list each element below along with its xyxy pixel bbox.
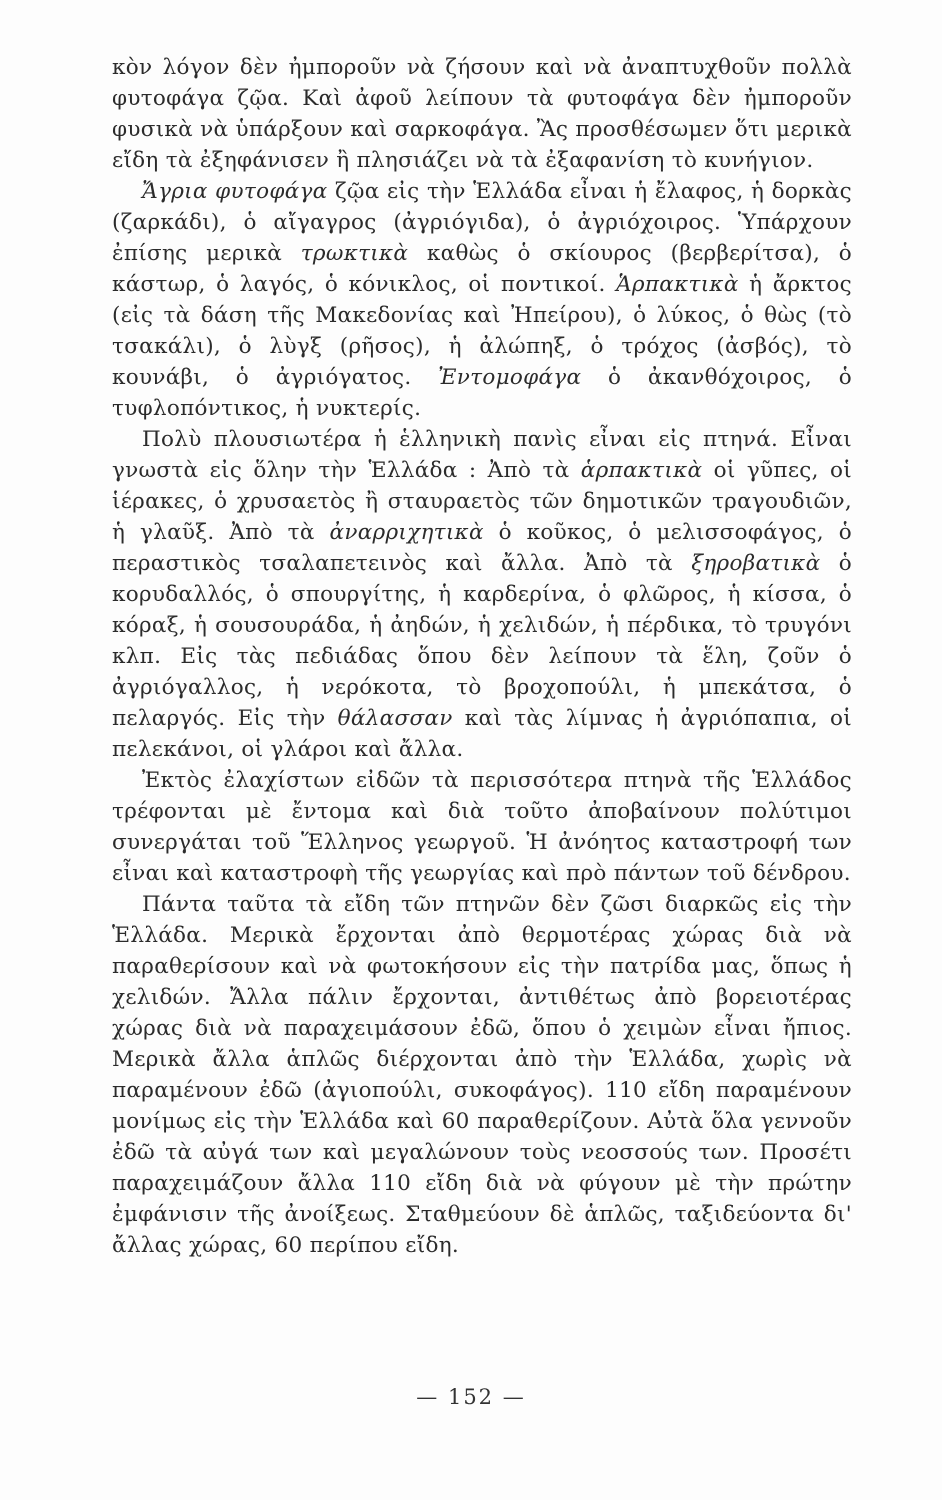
- paragraph-2-text: ἡ ἄρκτος (εἰς τὰ δάση τῆς Μακεδονίας καὶ Ἠπείρου), ὁ λύκος, ὁ θὼς (τὸ τσακάλι), ὁ λὺγξ (ρῆσος), ἡ ἀλώπηξ, ὁ τρόχος (ἀσβός), τὸ κουνάβι, ὁ ἀγριόγατος.: [112, 272, 852, 390]
- term-insectivores: Ἐντομοφάγα: [438, 365, 582, 390]
- body-text: [112, 52, 852, 1261]
- paragraph-2-text: καθὼς ὁ σκίουρος (βερβερίτσα), ὁ κάστωρ, ὁ λαγός, ὁ κόνικλος, οἱ ποντικοί.: [112, 241, 852, 297]
- paragraph-5: [112, 889, 852, 1261]
- term-birds-of-prey: ἁρπακτικὰ: [580, 458, 703, 483]
- term-sea: θάλασσαν: [337, 706, 453, 731]
- term-perching-birds: ξηροβατικὰ: [691, 551, 821, 576]
- paragraph-4: [112, 765, 852, 889]
- paragraph-5-text: Πάντα ταῦτα τὰ εἴδη τῶν πτηνῶν δὲν ζῶσι διαρκῶς εἰς τὴν Ἑλλάδα. Μερικὰ ἔρχονται ἀπὸ θερμοτέρας χώρας διὰ νὰ παραθερίσουν καὶ νὰ φωτοκήσουν εἰς τὴν πατρίδα μας, ὅπως ἡ χελιδών. Ἄλλα πάλιν ἔρχονται, ἀντιθέτως ἀπὸ βορειοτέρας χώρας διὰ νὰ παραχειμάσουν ἐδῶ, ὅπου ὁ χειμὼν εἶναι ἤπιος. Μερικὰ ἄλλα ἁπλῶς διέρχονται ἀπὸ τὴν Ἑλλάδα, χωρὶς νὰ παραμένουν ἐδῶ (ἀγιοπούλι, συκοφάγος). 110 εἴδη παραμένουν μονίμως εἰς τὴν Ἑλλάδα καὶ 60 παραθερίζουν. Αὐτὰ ὅλα γεννοῦν ἐδῶ τὰ αὐγά των καὶ μεγαλώνουν τοὺς νεοσσούς των. Προσέτι παραχειμάζουν ἄλλα 110 εἴδη διὰ νὰ φύγουν μὲ τὴν πρώτην ἐμφάνισιν τῆς ἀνοίξεως. Σταθμεύουν δὲ ἁπλῶς, ταξιδεύοντα δι' ἄλλας χώρας, 60 περίπου εἴδη.: [112, 892, 852, 1258]
- term-climbers: ἀναρριχητικὰ: [329, 520, 484, 545]
- paragraph-1: [112, 52, 852, 176]
- term-herbivores: Ἄγρια φυτοφάγα: [142, 179, 328, 204]
- paragraph-2-text: ὁ ἀκανθόχοιρος, ὁ τυφλοπόντικος, ἡ νυκτερίς.: [112, 365, 852, 421]
- paragraph-2-text: ζῷα εἰς τὴν Ἑλλάδα εἶναι ἡ ἔλαφος, ἡ δορκὰς (ζαρκάδι), ὁ αἴγαγρος (ἀγριόγιδα), ὁ ἀγριόχοιρος. Ὑπάρχουν ἐπίσης μερικὰ: [112, 179, 853, 266]
- page-number: — 152 —: [416, 1385, 526, 1409]
- paragraph-4-text: Ἐκτὸς ἐλαχίστων εἰδῶν τὰ περισσότερα πτηνὰ τῆς Ἑλλάδος τρέφονται μὲ ἔντομα καὶ διὰ τοῦτο ἀποβαίνουν πολύτιμοι συνεργάται τοῦ Ἕλληνος γεωργοῦ. Ἡ ἀνόητος καταστροφή των εἶναι καὶ καταστροφὴ τῆς γεωργίας καὶ πρὸ πάντων τοῦ δένδρου.: [112, 768, 852, 886]
- paragraph-3: [112, 424, 852, 765]
- paragraph-2: [112, 176, 852, 424]
- paragraph-3-text: ὁ κοῦκος, ὁ μελισσοφάγος, ὁ περαστικὸς τσαλαπετεινὸς καὶ ἄλλα. Ἀπὸ τὰ: [112, 520, 852, 576]
- term-predators: Ἁρπακτικὰ: [616, 272, 739, 297]
- paragraph-1-text: κὸν λόγον δὲν ἠμποροῦν νὰ ζήσουν καὶ νὰ ἀναπτυχθοῦν πολλὰ φυτοφάγα ζῷα. Καὶ ἀφοῦ λείπουν τὰ φυτοφάγα δὲν ἠμποροῦν φυσικὰ νὰ ὑπάρξουν καὶ σαρκοφάγα. Ἂς προσθέσωμεν ὅτι μερικὰ εἴδη τὰ ἐξηφάνισεν ἢ πλησιάζει νὰ τὰ ἐξαφανίση τὸ κυνήγιον.: [112, 55, 852, 173]
- term-rodents: τρωκτικὰ: [300, 241, 409, 266]
- paragraph-3-text: Πολὺ πλουσιωτέρα ἡ ἑλληνικὴ πανὶς εἶναι εἰς πτηνά. Εἶναι γνωστὰ εἰς ὅλην τὴν Ἑλλάδα : Ἀπὸ τὰ: [112, 427, 852, 483]
- paragraph-3-text: οἱ γῦπες, οἱ ἱέρακες, ὁ χρυσαετὸς ἢ σταυραετὸς τῶν δημοτικῶν τραγουδιῶν, ἡ γλαῦξ. Ἀπὸ τὰ: [112, 458, 852, 545]
- paragraph-3-text: ὁ κορυδαλλός, ὁ σπουργίτης, ἡ καρδερίνα, ὁ φλῶρος, ἡ κίσσα, ὁ κόραξ, ἡ σουσουράδα, ἡ ἀηδών, ἡ χελιδών, ἡ πέρδικα, τὸ τρυγόνι κλπ. Εἰς τὰς πεδιάδας ὅπου δὲν λείπουν τὰ ἕλη, ζοῦν ὁ ἀγριόγαλλος, ἡ νερόκοτα, τὸ βροχοπούλι, ἡ μπεκάτσα, ὁ πελαργός. Εἰς τὴν: [112, 551, 852, 731]
- paragraph-3-text: καὶ τὰς λίμνας ἡ ἀγριόπαπια, οἱ πελεκάνοι, οἱ γλάροι καὶ ἄλλα.: [112, 706, 852, 762]
